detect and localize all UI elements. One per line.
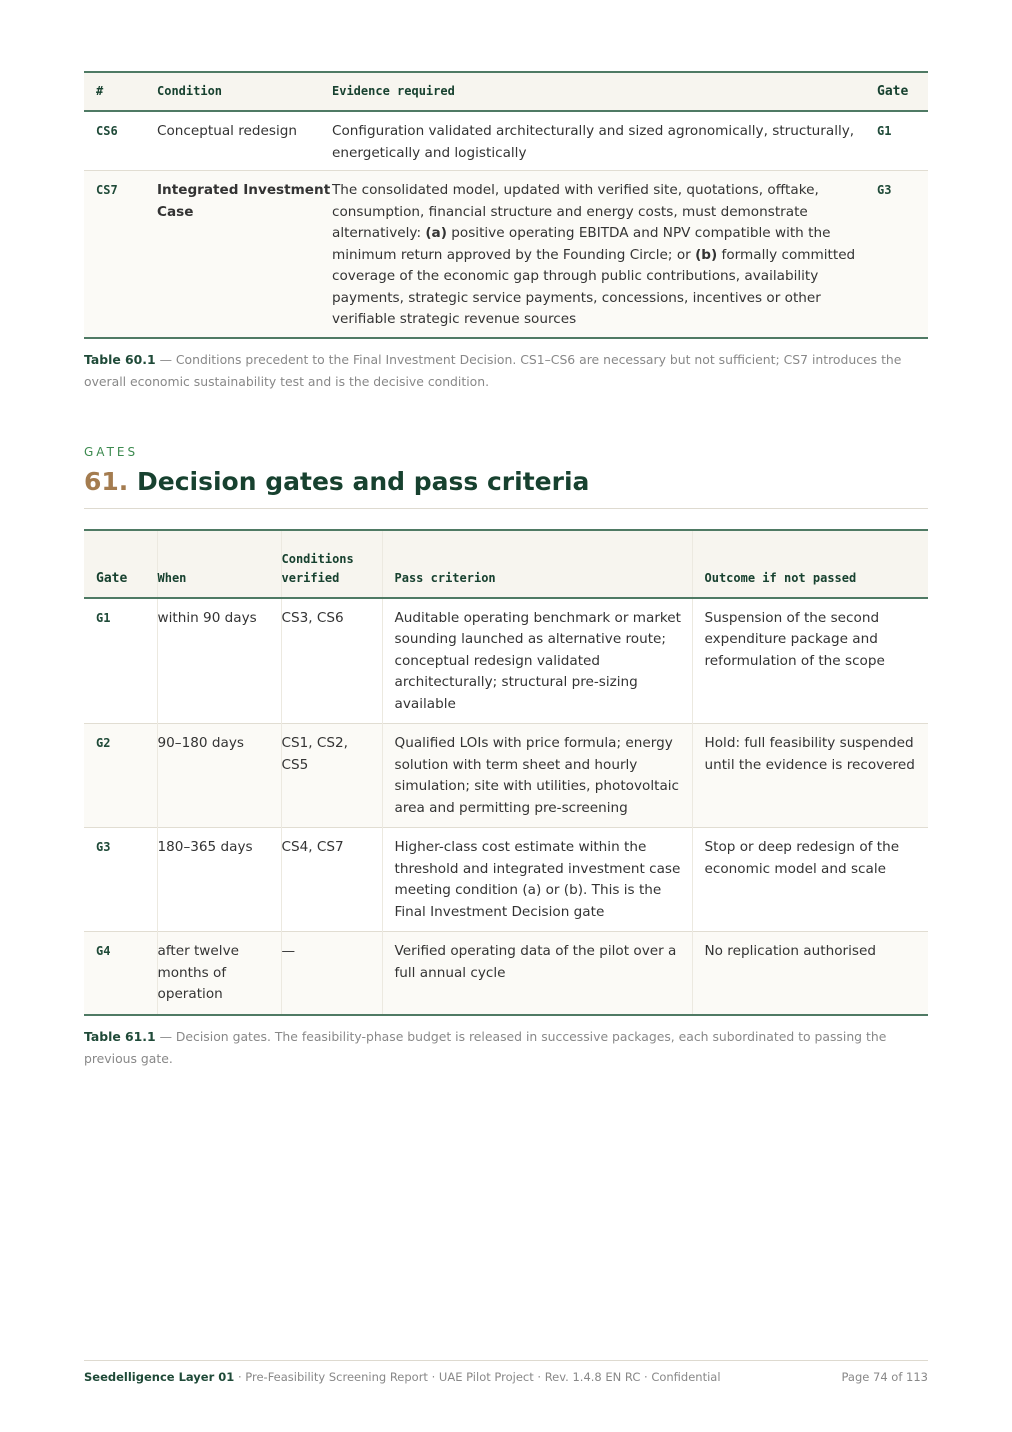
caption-label: Table 61.1 — [84, 1028, 156, 1044]
gate-conditions: CS3, CS6 — [281, 598, 382, 724]
gate-conditions: CS4, CS7 — [281, 828, 382, 932]
table-header-row — [84, 530, 928, 598]
gate-criterion: Verified operating data of the pilot over a full annual cycle — [382, 932, 692, 1015]
page-footer — [84, 1360, 928, 1384]
gate-conditions: CS1, CS2, CS5 — [281, 724, 382, 828]
table-caption — [84, 349, 928, 393]
footer-meta — [84, 1370, 721, 1384]
gate-code: G4 — [96, 944, 111, 958]
column-header-conditions-label: Conditions verified — [281, 551, 354, 585]
evidence-part: formally committed coverage of the economic gap through public contributions, availability payments, strategic service payments, concessions, incentives or other verifiable strategic revenue sources — [332, 246, 856, 327]
gate-criterion: Higher-class cost estimate within the threshold and integrated investment case meeting condition (a) or (b). This is the Final Investment Decision gate — [382, 828, 692, 932]
conditions-table — [84, 71, 928, 339]
column-header-outcome: Outcome if not passed — [692, 530, 928, 598]
gate-when: within 90 days — [157, 598, 281, 724]
section-title: Decision gates and pass criteria — [137, 466, 590, 496]
condition-name: Conceptual redesign — [157, 123, 298, 139]
gate-outcome: Hold: full feasibility suspended until the evidence is recovered — [692, 724, 928, 828]
gate-criterion: Auditable operating benchmark or market sounding launched as alternative route; conceptual redesign validated architecturally; structural pre-sizing available — [382, 598, 692, 724]
column-header-evidence: Evidence required — [332, 72, 877, 111]
caption-label: Table 60.1 — [84, 351, 156, 367]
column-header-conditions — [281, 530, 382, 598]
column-header-gate: Gate — [877, 72, 928, 111]
condition-id: CS6 — [96, 124, 118, 138]
gate-code: G1 — [96, 610, 111, 625]
section-eyebrow: GATES — [84, 444, 139, 459]
table-row — [84, 828, 928, 932]
footer-brand: Seedelligence Layer 01 — [84, 1370, 235, 1384]
column-header-criterion: Pass criterion — [382, 530, 692, 598]
gate-when: 90–180 days — [157, 724, 281, 828]
table-row — [84, 932, 928, 1015]
column-header-gate: Gate — [84, 530, 157, 598]
table-row — [84, 111, 928, 171]
evidence-part: The consolidated model, updated with verified site, quotations, offtake, consumption, financial structure and energy costs, must demonstrate alternatively: — [332, 182, 819, 241]
column-header-condition: Condition — [157, 72, 332, 111]
document-page — [84, 71, 928, 1070]
evidence-part: positive operating EBITDA and NPV compatible with the minimum return approved by the Founding Circle; or — [332, 225, 831, 263]
condition-id: CS7 — [96, 183, 118, 197]
column-header-id: # — [84, 72, 157, 111]
gate-conditions: — — [281, 932, 382, 1015]
page-number: Page 74 of 113 — [841, 1370, 928, 1384]
caption-text: — Conditions precedent to the Final Investment Decision. CS1–CS6 are necessary but not sufficient; CS7 introduces the overall economic sustainability test and is the decisive condition. — [84, 351, 902, 389]
gate-code: G3 — [96, 840, 111, 854]
footer-meta-text: · Pre-Feasibility Screening Report · UAE Pilot Project · Rev. 1.4.8 EN RC · Confidential — [234, 1370, 721, 1384]
gate-outcome: No replication authorised — [692, 932, 928, 1015]
gate-code: G1 — [877, 124, 892, 138]
section-number: 61. — [84, 466, 129, 496]
gate-code: G3 — [877, 183, 892, 197]
evidence-text — [332, 171, 877, 338]
table-header-row — [84, 72, 928, 111]
gate-code: G2 — [96, 736, 111, 750]
evidence-option-b: (b) — [695, 246, 718, 263]
gates-table — [84, 529, 928, 1016]
column-header-when: When — [157, 530, 281, 598]
gate-criterion: Qualified LOIs with price formula; energy solution with term sheet and hourly simulation; site with utilities, photovoltaic area and permitting pre-screening — [382, 724, 692, 828]
table-row — [84, 598, 928, 724]
caption-text: — Decision gates. The feasibility-phase budget is released in successive packages, each subordinated to passing the previous gate. — [84, 1028, 887, 1066]
table-caption — [84, 1026, 928, 1070]
table-row — [84, 171, 928, 338]
gate-when: 180–365 days — [157, 828, 281, 932]
evidence-option-a: (a) — [425, 225, 447, 241]
gate-when: after twelve months of operation — [157, 932, 281, 1015]
evidence-text: Configuration validated architecturally and sized agronomically, structurally, energetically and logistically — [332, 123, 855, 161]
table-row — [84, 724, 928, 828]
condition-name: Integrated Investment Case — [157, 171, 332, 338]
gate-outcome: Stop or deep redesign of the economic model and scale — [692, 828, 928, 932]
gate-outcome: Suspension of the second expenditure package and reformulation of the scope — [692, 598, 928, 724]
section-heading — [84, 467, 928, 509]
